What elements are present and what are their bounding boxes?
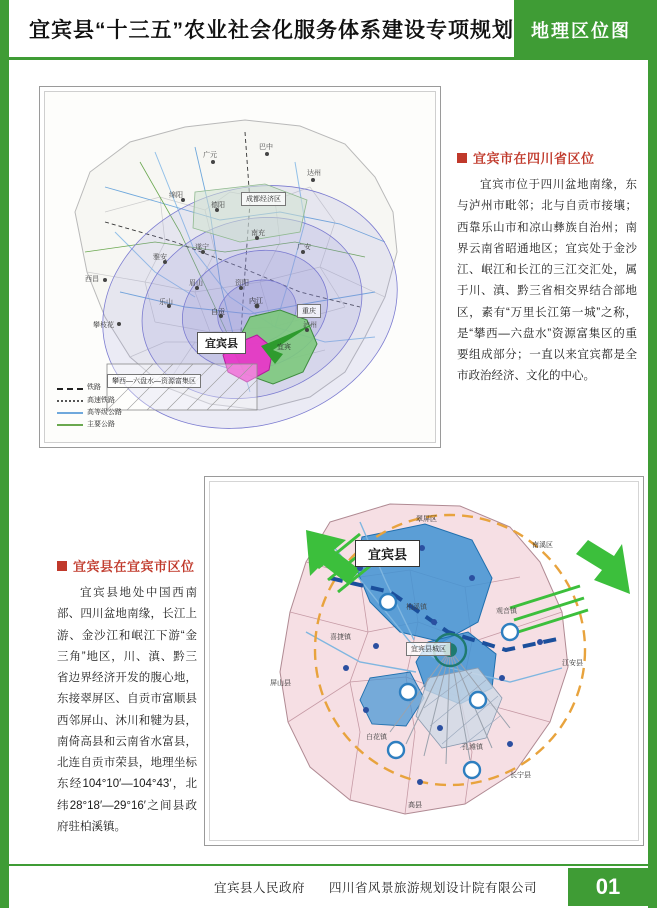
map-label-zigong: 自贡 [211,309,225,316]
legend-item-highway [57,408,122,418]
square-bullet-icon [457,153,467,163]
right-green-rail [648,0,657,908]
legend-label-highway: 高等级公路 [87,408,122,416]
map-label-yaan: 雅安 [153,254,167,261]
footer-org-right: 四川省风景旅游规划设计院有限公司 [329,881,538,895]
map-label-suining: 遂宁 [195,244,209,251]
railway-line-icon [57,388,83,390]
map-label-panzhihua: 攀枝花 [93,322,114,329]
map-label-meishan: 眉山 [189,280,203,287]
map-yibin-city [204,476,644,846]
map-sichuan-canvas [44,91,436,443]
page-header [9,0,648,60]
legend-item-hsr [57,396,122,406]
city-location-text-block [57,556,197,838]
map-label-xijiezhen: 喜捷镇 [330,634,351,641]
map-label-leshan: 乐山 [159,299,173,306]
header-section-tab: 地理区位图 [514,0,648,60]
province-location-text-block [457,148,637,388]
map-legend [57,383,122,432]
legend-label-main-road: 主要公路 [87,420,115,428]
main-road-line-icon [57,424,83,426]
map-label-xichang: 西昌 [85,276,99,283]
city-location-heading [57,556,197,575]
yibin-county-callout: 宜宾县 [197,332,246,354]
map-yibin-canvas [209,481,639,841]
page-title: 宜宾县“十三五”农业社会化服务体系建设专项规划 [29,18,514,42]
map-label-changningxian: 长宁县 [510,772,531,779]
map-label-nanchong: 南充 [251,230,265,237]
left-green-rail [0,0,9,908]
map-label-bazhong: 巴中 [259,144,273,151]
map-label-mianyang: 绵阳 [169,192,183,199]
province-location-title: 宜宾市在四川省区位 [473,151,595,166]
map-label-kongtanzhen: 孔滩镇 [462,744,483,751]
section-city-location [9,468,648,858]
footer-org-left: 宜宾县人民政府 [214,881,306,895]
city-location-title: 宜宾县在宜宾市区位 [73,559,195,574]
legend-label-railway: 铁路 [87,384,101,392]
city-location-paragraph: 宜宾县地处中国西南部、四川盆地南缘，长江上游、金沙江和岷江下游“金三角”地区，川、滇、黔三省边界经济开发的腹心地，东接翠屏区、自贡市富顺县西邻屏山、沐川和犍为县，南倚高县和云南省水富县，北连自贡市荣县，地理坐标东经104°10′—104°43′，北纬28°18′—29°16′之间县政府驻柏溪镇。 [57,587,197,833]
yibin-county-urban-label: 宜宾县城区 [406,642,451,656]
header-title-box [9,0,514,60]
map-label-gaoxian: 高县 [408,802,422,809]
map-label-cuipingqu: 翠屏区 [416,516,437,523]
map-label-deyang: 德阳 [211,202,225,209]
province-location-paragraph: 宜宾市位于四川盆地南缘，东与泸州市毗邻；北与自贡市接壤；西靠乐山市和凉山彝族自治州；南界云南省昭通地区；宜宾处于金沙江、岷江和长江的三江交汇处，属于川、滇、黔三省相交界结合部地区，素有“万里长江第一城”之称，是“攀西—六盘水”资源富集区的重要组成部分；一直以来宜宾都是全市政治经济、文化的中心。 [457,179,637,383]
map-label-dazhou: 达州 [307,170,321,177]
chongqing-label: 重庆 [297,304,321,318]
province-location-heading [457,148,637,167]
page-footer [9,864,648,908]
map-label-baihuazhen: 白花镇 [366,734,387,741]
map-label-nanxiqu: 南溪区 [532,542,553,549]
legend-label-hsr: 高速铁路 [87,396,115,404]
high-speed-rail-line-icon [57,400,83,402]
chengdu-zone-label: 成都经济区 [241,192,286,206]
map-label-ziyang: 资阳 [235,280,249,287]
map-label-baixizhen: 柏溪镇 [406,604,427,611]
section-province-location [9,78,648,458]
legend-item-main-road [57,420,122,430]
legend-item-railway [57,383,122,393]
growth-arrow-right-icon [576,540,630,594]
map-label-yibin: 宜宾 [277,344,291,351]
map-label-pingshanxian: 屏山县 [270,680,291,687]
page-number: 01 [568,868,648,906]
map-label-guanyinzhen: 观音镇 [496,608,517,615]
map-label-guangan: 广安 [297,244,311,251]
map-label-luzhou: 泸州 [303,322,317,329]
yibin-county-callout: 宜宾县 [355,540,420,567]
resource-zone-label: 攀西—六盘水—资源富集区 [107,374,201,388]
square-bullet-icon [57,561,67,571]
map-label-neijiang: 内江 [249,298,263,305]
map-label-jiananxian: 江安县 [562,660,583,667]
highway-line-icon [57,412,83,414]
map-label-guangyuan: 广元 [203,152,217,159]
map-sichuan-province [39,86,441,448]
